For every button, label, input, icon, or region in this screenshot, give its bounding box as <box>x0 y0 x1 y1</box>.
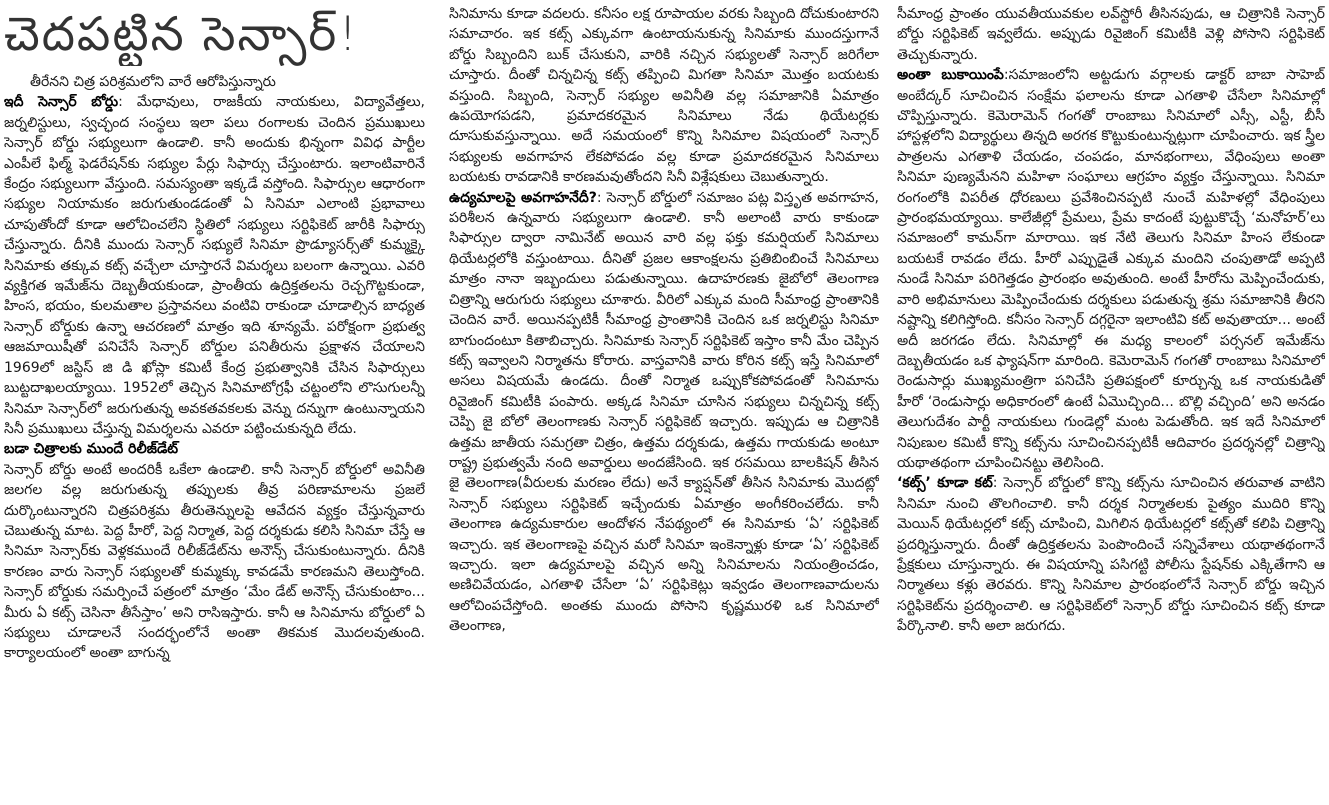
paragraph-text: : సెన్సార్ బోర్డులో కొన్ని కట్స్‌ను సూచించిన తరువాత వాటిని సినిమా నుంచి తొలగించాలి. కానీ దర్శక నిర్మాతలకు పైత్యం ముదిరి కొన్ని మెయిన్ థియేటర్లలో కట్స్ చూపించి, మిగిలిన థియేటర్లలో కట్స్‌తో కలిపి చిత్రాన్ని ప్రదర్శిస్తున్నారు. దీంతో ఉద్రిక్తతలను పెంపొందించే సన్నివేశాలు యథాతథంగానే ప్రేక్షకులు చూస్తున్నారు. ఈ విషయాన్ని పసిగట్టి పోలీసు స్టేషన్‌కు ఎక్కితేగాని ఆ నిర్మాతలు కళ్లు తెరవరు. కొన్ని సినిమాల ప్రారంభంలోనే సెన్సార్ బోర్డు ఇచ్చిన సర్టిఫికెట్‌ను ప్రదర్శించాలి. ఆ సర్టిఫికెట్‌లో సెన్సార్ బోర్డు సూచించిన కట్స్ కూడా పేర్కొనాలి. కానీ అలా జరుగదు. <box>897 475 1325 635</box>
paragraph-text: : మేధావులు, రాజకీయ నాయకులు, విద్యావేత్తలు, జర్నలిస్టులు, స్వచ్ఛంద సంస్థలు ఇలా పలు రంగాలకు చెందిన ప్రముఖులు సెన్సార్ బోర్డు సభ్యులుగా ఉండాలి. కానీ అందుకు భిన్నంగా వివిధ పార్టీల ఎంపీలే ఫిల్మ్ ఫెడరేషన్‌కు సభ్యుల పేర్లు సిఫార్సు చేస్తుంటారు. ఇలాంటివారినే కేంద్రం సభ్యులుగా వేస్తుంది. సమస్యంతా ఇక్కడే వస్తోంది. సిఫార్సుల ఆధారంగా సభ్యుల నియామకం జరుగుతుండడంతో ఏ సినిమా ఎలాంటి ప్రభావాలు చూపుతోందో కూడా ఆలోచించలేని స్థితిలో సభ్యులు సర్టిఫికెట్ జారీకి సిఫార్సు చేస్తున్నారు. దీనికి ముందు సెన్సార్ సభ్యులే సినిమా ప్రొడ్యూసర్స్‌తో కుమ్మక్కై సినిమాకు తక్కువ కట్స్ వచ్చేలా చూస్తారనే విమర్శలు బలంగా ఉన్నాయి. ఎవరి వ్యక్తిగత ఇమేజ్‌ను దెబ్బతీయకుండా, ప్రాంతీయ ఉద్రిక్తతలను రెచ్చగొట్టకుండా, హింస, భయం, కులమతాల ప్రస్తావనలు వంటివి రాకుండా చూడాల్సిన బాధ్యత సెన్సార్ బోర్డుకు ఉన్నా ఆచరణలో మాత్రం ఇది శూన్యమే. పరోక్షంగా ప్రభుత్వ ఆజమాయిషీతో పనిచేసే సెన్సార్ బోర్డుల పనితీరును ప్రక్షాళన చేయాలని 1969లో జస్టిస్ జి డి ఖోస్లా కమిటీ కేంద్ర ప్రభుత్వానికి చేసిన సిఫార్సులు బుట్టదాఖలయ్యాయి. 1952లో తెచ్చిన సినిమాటోగ్రఫీ చట్టంలోని లొసుగులన్నీ సినిమా సెన్సార్‌లో జరుగుతున్న అవకతవకలకు వెన్ను దన్నుగా ఉంటున్నాయని సినీ ప్రముఖులు చేస్తున్న విమర్శలను ఎవరూ పట్టించుకున్నది లేదు. <box>4 94 425 437</box>
paragraph-text: సీమాంధ్ర ప్రాంతం యువతీయువకుల లవ్‌స్టోరీ తీసినపుడు, ఆ చిత్రానికి సెన్సార్ బోర్డు సర్టిఫికెట్ ఇవ్వలేదు. అప్పుడు రివైజింగ్ కమిటీకి వెళ్లి పోసాని సర్టిఫికెట్ తెచ్చుకున్నారు. <box>897 6 1325 63</box>
paragraph <box>449 188 879 637</box>
section-heading: అంతా బుకాయింపే <box>897 67 1004 84</box>
section-heading: ఇదీ సెన్సార్ బోర్డు <box>4 94 119 111</box>
section-heading: ఉద్యమాలపై అవగాహనేదీ? <box>449 189 597 206</box>
section-heading: ‘కట్స్’ కూడా కట్ <box>897 475 993 492</box>
article-column-1 <box>4 4 425 802</box>
paragraph <box>897 4 1325 65</box>
paragraph-text: : సెన్సార్ బోర్డులో సమాజం పట్ల విస్తృత అవగాహన, పరిశీలన ఉన్నవారు సభ్యులుగా ఉండాలి. కానీ అలాంటి వారు కాకుండా సిఫార్సుల ద్వారా నామినేట్ అయిన వారి వల్ల ఫక్తు కమర్షియల్ సినిమాలు థియేటర్లలోకి వస్తుంటాయి. దీనితో ప్రజల ఆకాంక్షలను ప్రతిబింబించే సినిమాలు మాత్రం నానా ఇబ్బందులు పడుతున్నాయి. ఉదాహరణకు జైబోలో తెలంగాణ చిత్రాన్ని ఆరుగురు సభ్యులు చూశారు. వీరిలో ఎక్కువ మంది సీమాంధ్ర ప్రాంతానికి చెందిన వారే. అయినప్పటికీ సీమాంధ్ర ప్రాంతానికి చెందిన ఒక జర్నలిస్టు సినిమా బాగుందంటూ కితాబిచ్చారు. సినిమాకు సెన్సార్ సర్టిఫికెట్ ఇస్తాం కానీ మేం చెప్పిన కట్స్ ఇవ్వాలని నిర్మాతను కోరారు. వాస్తవానికి వారు కోరిన కట్స్ ఇస్తే సినిమాలో అసలు విషయమే ఉండదు. దీంతో నిర్మాత ఒప్పుకోకపోవడంతో సినిమాను రివైజింగ్ కమిటీకి పంపారు. అక్కడ సినిమా చూసిన సభ్యులు చిన్నచిన్న కట్స్ చెప్పి జై బోలో తెలంగాణకు సెన్సార్ సర్టిఫికెట్ ఇచ్చారు. ఇప్పుడు ఆ చిత్రానికి ఉత్తమ జాతీయ సమగ్రతా చిత్రం, ఉత్తమ దర్శకుడు, ఉత్తమ గాయకుడు అంటూ రాష్ట్ర ప్రభుత్వమే నంది అవార్డులు అందజేసింది. ఇక రసమయి బాలకిషన్ తీసిన జై తెలంగాణ(వీరులకు మరణం లేదు) అనే క్యాప్షన్‌తో తీసిన సినిమాకు మొదట్లో సెన్సార్ సభ్యులు సర్టిఫికెట్ ఇచ్చేందుకు ఏమాత్రం అంగీకరించలేదు. కానీ తెలంగాణ ఉద్యమకారుల ఆందోళన నేపథ్యంలో ఈ సినిమాకు ‘ఏ’ సర్టిఫికెట్ ఇచ్చారు. ఇక తెలంగాణపై వచ్చిన మరో సినిమా ఇంకెన్నాళ్లు కూడా ‘ఏ’ సర్టిఫికెట్ ఇచ్చారు. ఇలా ఉద్యమాలపై వచ్చిన అన్ని సినిమాలను నియంత్రించడం, అణిచివేయడం, ఎగతాళి చేసేలా ‘ఏ’ సర్టిఫికెట్లు ఇవ్వడం తెలంగాణవాదులను ఆలోచింపచేస్తోంది. అంతకు ముందు పోసాని కృష్ణమురళి ఒక సినిమాలో తెలంగాణ, <box>449 189 879 635</box>
paragraph <box>449 4 879 188</box>
paragraph <box>897 65 1325 473</box>
paragraph <box>4 439 425 663</box>
paragraph-text: సెన్సార్ బోర్డు అంటే అందరికీ ఒకేలా ఉండాలి. కానీ సెన్సార్ బోర్డులో అవినీతి జలగల వల్ల జరుగుతున్న తప్పులకు తీవ్ర పరిణామాలను ప్రజలే దుర్కొంటున్నారని చిత్రపరిశ్రమ తీరుతెన్నులపై ఆవేదన వ్యక్తం చేస్తున్నవారు చెబుతున్న మాట. పెద్ద హీరో, పెద్ద నిర్మాత, పెద్ద దర్శకుడు కలిసి సినిమా చేస్తే ఆ సినిమా సెన్సార్‌కు వెళ్లకముందే రిలీజ్‌డేట్‌ను అనౌన్స్ చేసుకుంటున్నారు. దీనికి కారణం వారు సెన్సార్ సభ్యులతో కుమ్మక్కు కావడమే కారణమని తెలుస్తోంది. సెన్సార్ బోర్డుకు సమర్పించే పత్రంలో మాత్రం ‘మేం డేట్ అనౌన్స్ చేసుకుంటాం... మీరు ఏ కట్స్ చెసినా తీసేస్తాం’ అని రాసిఇస్తారు. కానీ ఆ సినిమాను బోర్డులో ఏ సభ్యులు చూడాలనే సందర్భంలోనే అంతా తికమక మొదలవుతుంది. కార్యాలయంలో అంతా బాగున్న <box>4 461 425 662</box>
article-subhead: తీరేనని చిత్ర పరిశ్రమలోని వారే ఆరోపిస్తున్నారు <box>30 74 276 90</box>
paragraph <box>897 473 1325 636</box>
section-heading: బడా చిత్రాలకు ముందే రిలీజ్‌డేట్ <box>4 441 179 458</box>
paragraph <box>4 92 425 439</box>
article-column-3 <box>897 4 1325 802</box>
paragraph-text: సినిమాను కూడా వదలరు. కనీసం లక్ష రూపాయల వరకు సిబ్బంది దోచుకుంటారని సమాచారం. ఇక కట్స్ ఎక్కువగా ఉంటాయనుకున్న సినిమాకు ముందస్తుగానే బోర్డు సిబ్బందిని బుక్ చేసుకుని, వారికి నచ్చిన సభ్యులతో సెన్సార్ జరిగేలా చూస్తారు. దీంతో చిన్నచిన్న కట్స్ తప్పించి మిగతా సినిమా మొత్తం బయటకు వస్తుంది. సిబ్బంది, సెన్సార్ సభ్యుల అవినీతి వల్ల సమాజానికి ఏమాత్రం ఉపయోగపడని, ప్రమాదకరమైన సినిమాలు నేడు థియేటర్లకు దూసుకువస్తున్నాయి. అదే సమయంలో కొన్ని సినిమాల విషయంలో సెన్సార్ సభ్యులకు అవగాహన లేకపోవడం వల్ల కూడా ప్రమాదకరమైన సినిమాలు బయటకు రావడానికి కారణమవుతోందని సినీ విశ్లేషకులు చెబుతున్నారు. <box>449 6 879 186</box>
article-column-2 <box>449 4 879 802</box>
paragraph-text: :సమాజంలోని అట్టడుగు వర్గాలకు డాక్టర్ బాబా సాహెబ్ అంబేద్కర్ సూచించిన సంక్షేమ ఫలాలను కూడా ఎగతాళి చేసేలా సినిమాల్లో చొప్పిస్తున్నారు. కెమెరామెన్ గంగతో రాంబాబు సినిమాలో ఎస్సీ, ఎస్టీ, బీసీ హాస్టళ్లలోని విద్యార్థులు తిన్నది అరగక కొట్టుకుంటున్నట్లుగా చూపించారు. ఇక స్త్రీల పాత్రలను ఎగతాళి చేయడం, చంపడం, మానభంగాలు, వేధింపులు అంతా సినిమా పుణ్యమేనని మహిళా సంఘాలు ఆగ్రహం వ్యక్తం చేస్తున్నాయి. సినిమా రంగంలోకి విపరీత ధోరణులు ప్రవేశించినప్పటి నుంచే మహిళల్లో వేధింపులు ప్రారంభమయ్యాయి. కాలేజీల్లో ప్రేమలు, ప్రేమ కాదంటే పుట్టుకొచ్చే ‘మనోహర్’లు సమాజంలో కామన్‌గా మారాయి. ఇక నేటి తెలుగు సినిమా హింస లేకుండా బయటకే రావడం లేదు. హీరో ఎప్పుడైతే ఎక్కువ మందిని చంపుతాడో అప్పటి నుండే సినిమా పరిగెత్తడం ప్రారంభం అవుతుంది. అంటే హీరోను మెప్పించేందుకు, వారి అభిమానులు మెప్పించేందుకు దర్శకులు పడుతున్న శ్రమ సమాజానికి తీరని నష్టాన్ని కలిగిస్తోంది. కనీసం సెన్సార్ దగ్గరైనా ఇలాంటివి కట్ అవుతాయా... అంటే అదీ జరగడం లేదు. సినిమాల్లో ఈ మధ్య కాలంలో పర్సనల్ ఇమేజ్‌ను దెబ్బతీయడం ఒక ఫ్యాషన్‌గా మారింది. కెమెరామెన్ గంగతో రాంబాబు సినిమాలో రెండుసార్లు ముఖ్యమంత్రిగా పనిచేసి ప్రతిపక్షంలో కూర్చున్న ఒక నాయకుడితో హీరో ‘రెండుసార్లు అధికారంలో ఉంటే ఏమొచ్చింది... బొల్లి వచ్చింది’ అని అనడం తెలుగుదేశం పార్టీ నాయకులు గుండెల్లో మంట పెడుతోంది. ఇక ఇదే సినిమాలో నిపుణుల కమిటీ కొన్ని కట్స్‌ను సూచించినప్పటికీ ఆదివారం ప్రదర్శనల్లో చిత్రాన్ని యథాతథంగా చూపించినట్టు తెలిసింది. <box>897 67 1325 471</box>
article-headline: చెదపట్టిన సెన్సార్! <box>4 7 360 62</box>
